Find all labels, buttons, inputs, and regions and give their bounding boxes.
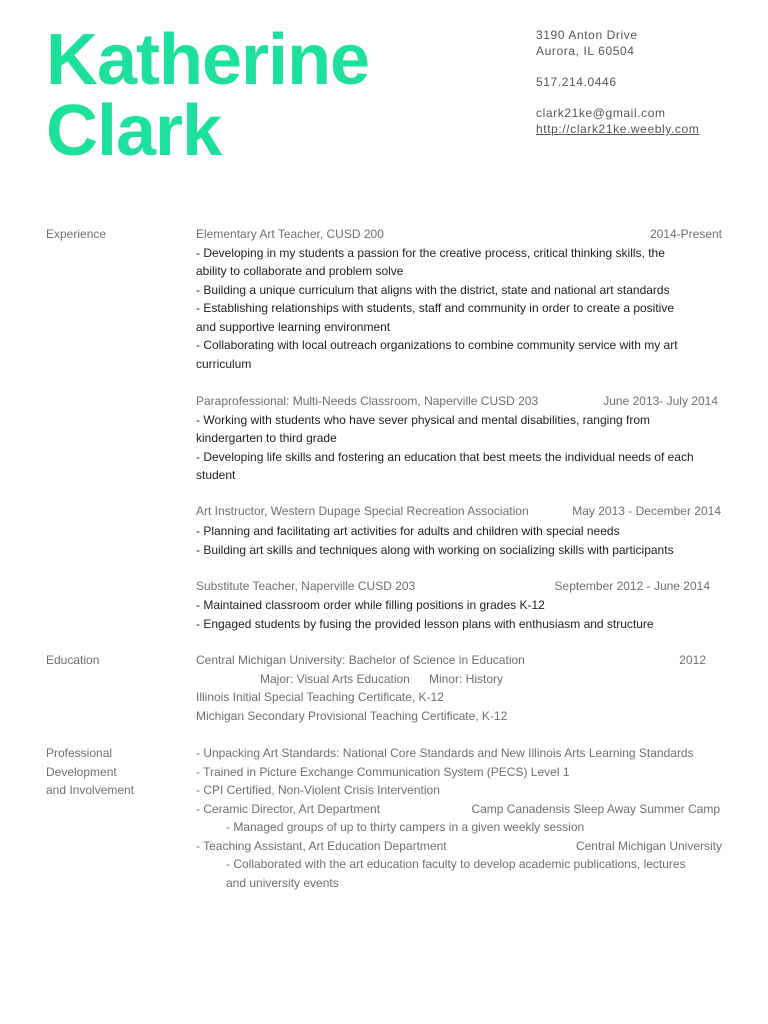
section-label-professional-2: Development bbox=[46, 765, 117, 779]
education-major: Major: Visual Arts Education bbox=[260, 672, 410, 686]
name-first: Katherine bbox=[46, 20, 370, 100]
section-label-experience: Experience bbox=[46, 227, 107, 241]
job-detail-line: - Developing life skills and fostering an education that best meets the individual needs of each bbox=[196, 450, 694, 464]
job-detail-line: curriculum bbox=[196, 357, 252, 371]
professional-item: - Ceramic Director, Art Department bbox=[196, 802, 381, 816]
professional-org: Camp Canadensis Sleep Away Summer Camp bbox=[471, 802, 720, 816]
job-detail-line: - Developing in my students a passion for the creative process, critical thinking skills, the bbox=[196, 246, 665, 260]
job-detail-line: and supportive learning environment bbox=[196, 320, 391, 334]
job-title: Art Instructor, Western Dupage Special Recreation Association bbox=[196, 504, 529, 518]
job-detail-line: - Engaged students by fusing the provided lesson plans with enthusiasm and structure bbox=[196, 617, 654, 631]
name-last: Clark bbox=[46, 91, 222, 171]
address-line-2: Aurora, IL 60504 bbox=[536, 44, 635, 58]
job-title: Substitute Teacher, Naperville CUSD 203 bbox=[196, 579, 416, 593]
job-detail-line: - Maintained classroom order while filling positions in grades K-12 bbox=[196, 598, 545, 612]
job-dates: June 2013- July 2014 bbox=[603, 394, 718, 408]
job-detail-line: student bbox=[196, 468, 236, 482]
email: clark21ke@gmail.com bbox=[536, 106, 666, 120]
job-detail-line: - Establishing relationships with students, staff and community in order to create a positive bbox=[196, 301, 675, 315]
job-detail-line: - Collaborating with local outreach organizations to combine community service with my art bbox=[196, 338, 678, 352]
professional-item: - Unpacking Art Standards: National Core Standards and New Illinois Arts Learning Standards bbox=[196, 746, 694, 760]
website-link[interactable]: http://clark21ke.weebly.com bbox=[536, 122, 700, 136]
job-detail-line: ability to collaborate and problem solve bbox=[196, 264, 404, 278]
job-detail-line: - Planning and facilitating art activities for adults and children with special needs bbox=[196, 524, 620, 538]
job-detail-line: - Working with students who have sever physical and mental disabilities, ranging from bbox=[196, 413, 650, 427]
job-dates: May 2013 - December 2014 bbox=[572, 504, 721, 518]
education-school: Central Michigan University: Bachelor of Science in Education bbox=[196, 653, 525, 667]
job-detail-line: - Building art skills and techniques along with working on socializing skills with participants bbox=[196, 543, 674, 557]
job-detail-line: kindergarten to third grade bbox=[196, 431, 337, 445]
professional-org: Central Michigan University bbox=[575, 839, 722, 853]
address-line-1: 3190 Anton Drive bbox=[536, 28, 638, 42]
professional-detail: - Collaborated with the art education faculty to develop academic publications, lectures bbox=[226, 857, 686, 871]
education-certificate: Illinois Initial Special Teaching Certificate, K-12 bbox=[196, 690, 444, 704]
section-label-professional-1: Professional bbox=[46, 746, 113, 760]
professional-item: - Teaching Assistant, Art Education Department bbox=[196, 839, 447, 853]
education-year: 2012 bbox=[679, 653, 706, 667]
phone: 517.214.0446 bbox=[536, 75, 617, 89]
section-label-professional-3: and Involvement bbox=[46, 783, 135, 797]
job-title: Elementary Art Teacher, CUSD 200 bbox=[196, 227, 384, 241]
job-title: Paraprofessional: Multi-Needs Classroom, Naperville CUSD 203 bbox=[196, 394, 539, 408]
education-minor: Minor: History bbox=[429, 672, 504, 686]
professional-item: - CPI Certified, Non-Violent Crisis Intervention bbox=[196, 783, 440, 797]
job-dates: 2014-Present bbox=[649, 227, 722, 241]
education-certificate: Michigan Secondary Provisional Teaching Certificate, K-12 bbox=[196, 709, 508, 723]
professional-item: - Trained in Picture Exchange Communication System (PECS) Level 1 bbox=[196, 765, 570, 779]
professional-detail: - Managed groups of up to thirty campers in a given weekly session bbox=[226, 820, 585, 834]
job-detail-line: - Building a unique curriculum that aligns with the district, state and national art standards bbox=[196, 283, 670, 297]
job-dates: September 2012 - June 2014 bbox=[554, 579, 710, 593]
professional-detail: and university events bbox=[226, 876, 339, 890]
section-label-education: Education bbox=[46, 653, 100, 667]
